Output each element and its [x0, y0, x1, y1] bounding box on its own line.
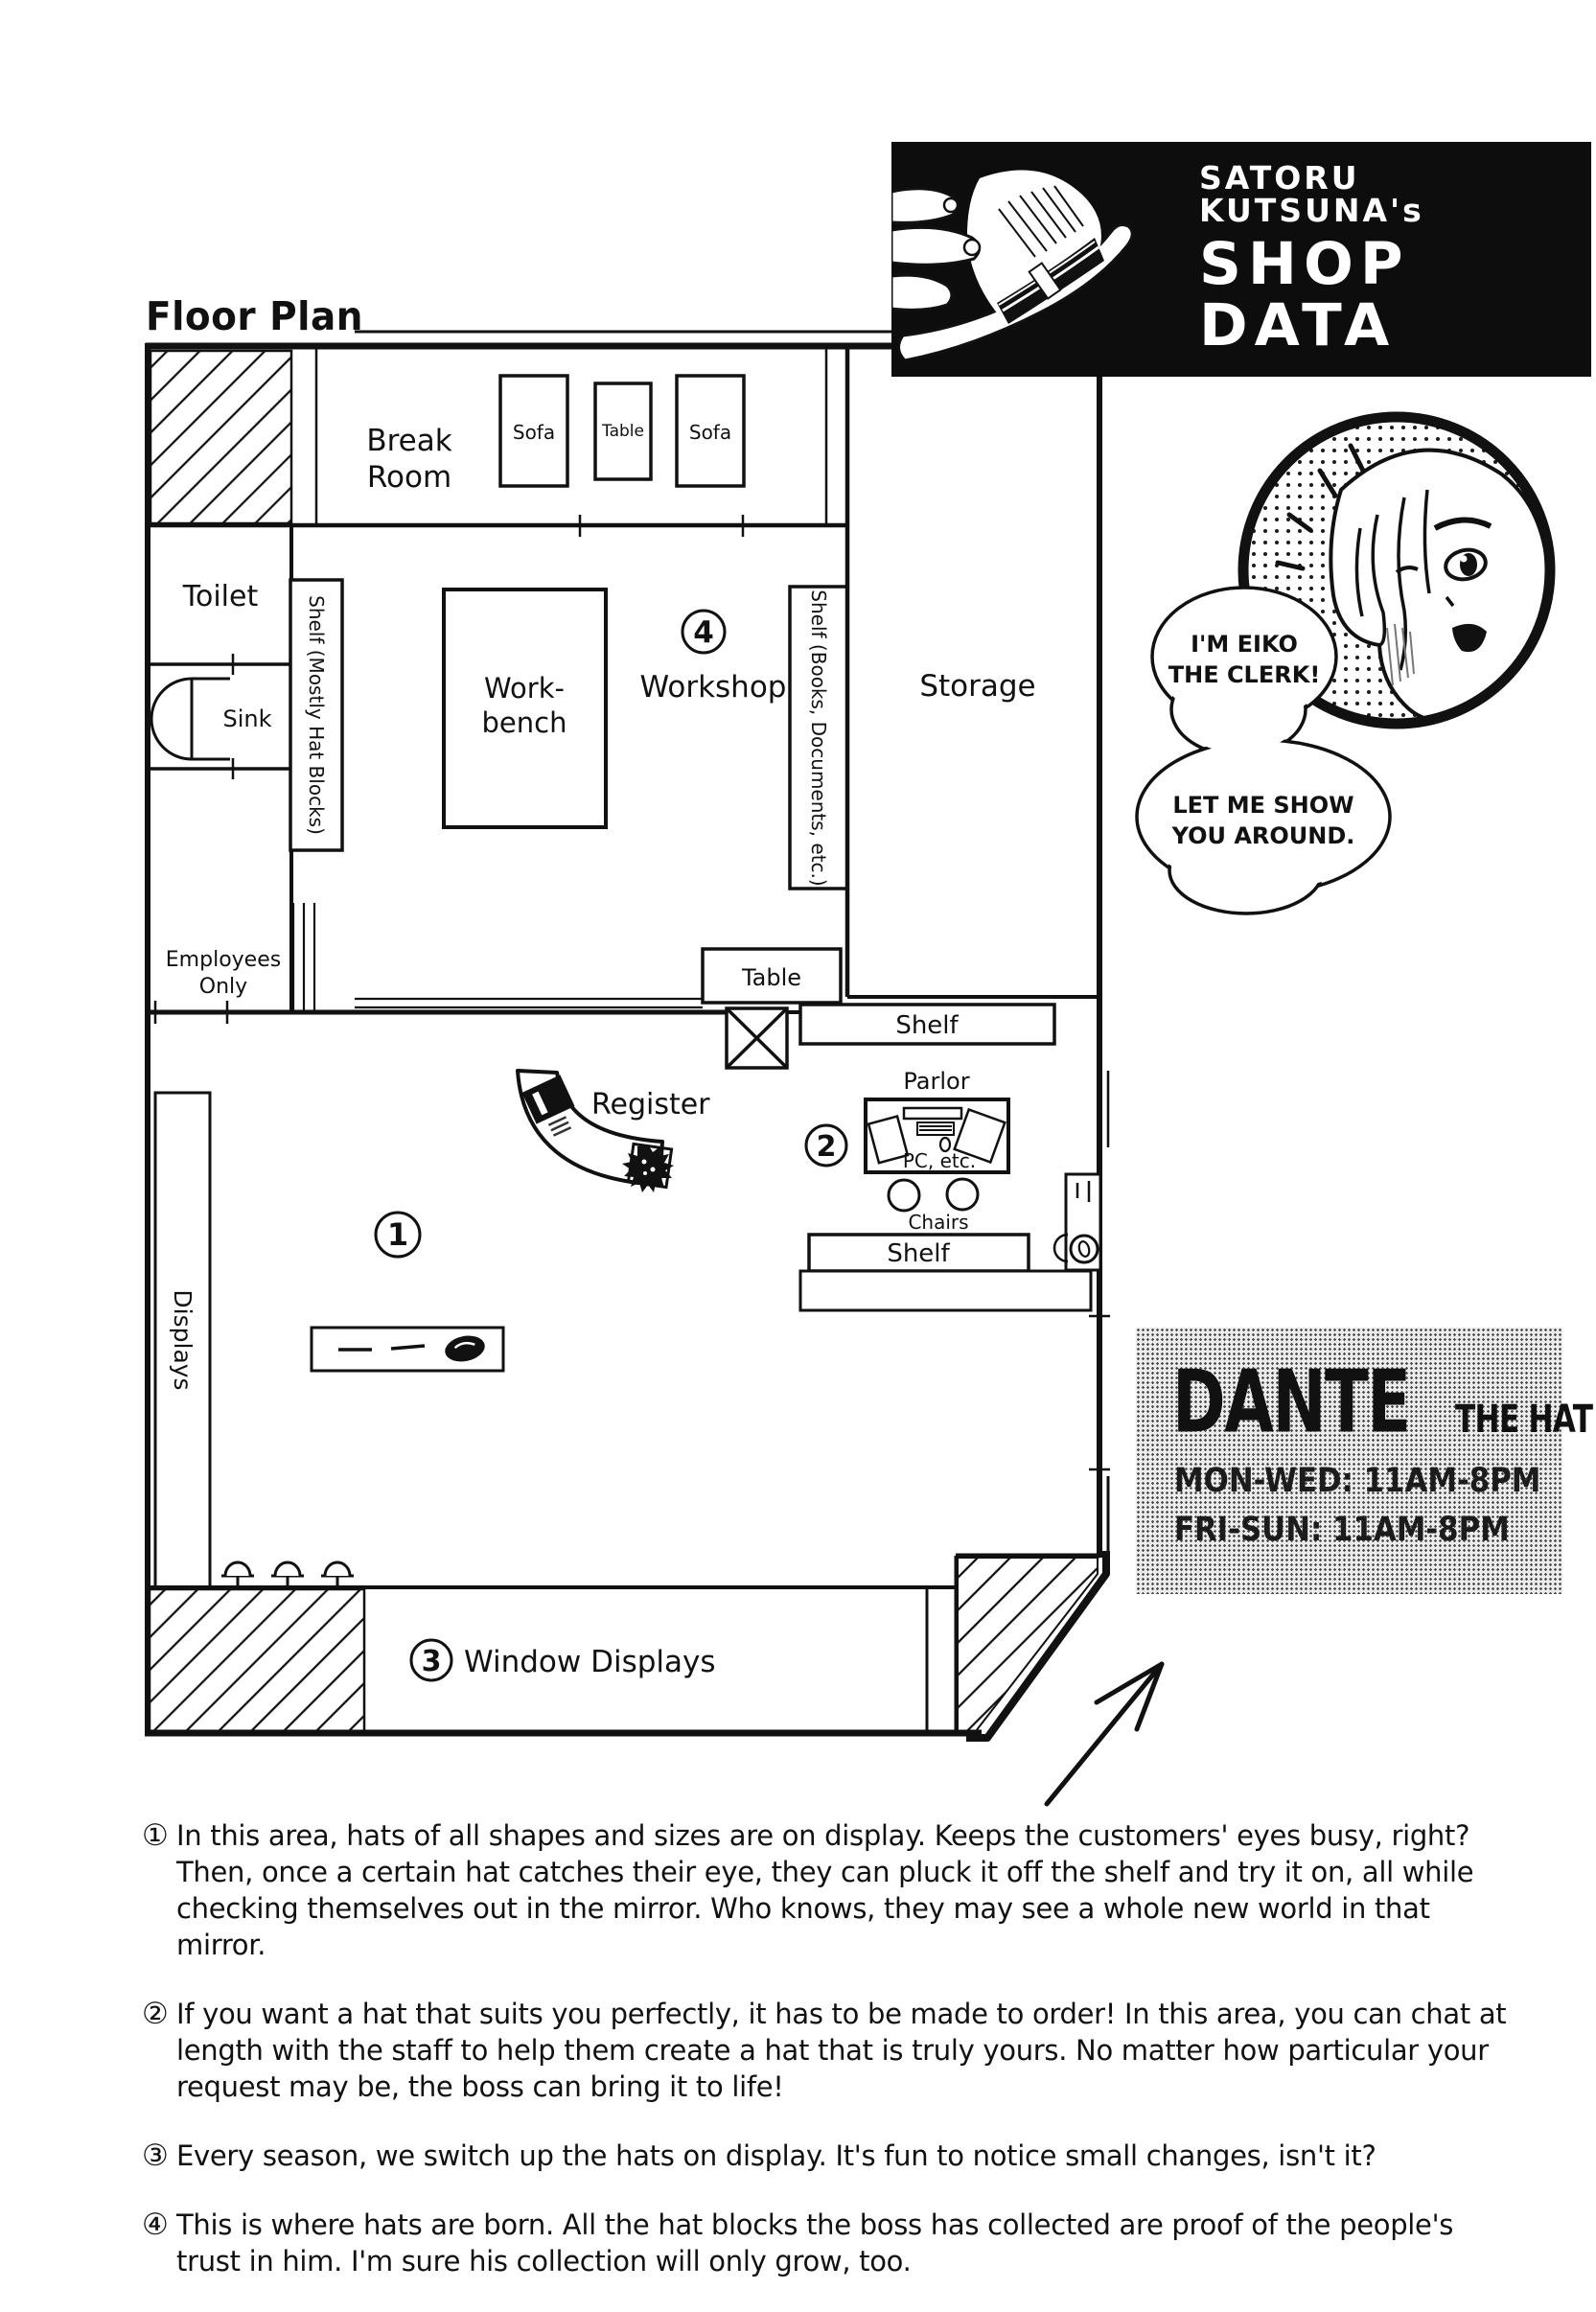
- note-1-text: In this area, hats of all shapes and sizes are on display. Keeps the customers' eyes busy, right? Then, once a certain hat catches their eye, they can pluck it off the shelf and try it on, all while checking themselves out in the mirror. Who knows, they may see a whole new world in that mirror.: [176, 1819, 1474, 1961]
- workshop-area: [290, 580, 847, 889]
- break-room-label: Break: [366, 424, 452, 458]
- shelf-parlor-label: Shelf: [887, 1239, 950, 1268]
- displays-area: [155, 1093, 503, 1587]
- shelf-top-label: Shelf: [895, 1011, 959, 1040]
- note-3: [142, 2138, 1511, 2174]
- storage-label: Storage: [919, 669, 1036, 704]
- bubble1-line1: I'M EIKO: [1191, 631, 1298, 658]
- window-display-band: [150, 1556, 1099, 1733]
- hours-line-1: MON-WED: 11AM-8PM: [1174, 1462, 1541, 1501]
- hat-hand-illustration: [891, 142, 1193, 377]
- bubble2-line1: LET ME SHOW: [1172, 792, 1354, 819]
- shelf-books-label: Shelf (Books, Documents, etc.): [807, 590, 830, 887]
- register-counter: [518, 1071, 710, 1192]
- hat-stands: [221, 1562, 354, 1587]
- hall-divider-furniture: [703, 949, 1054, 1068]
- shelf-hat-blocks-label: Shelf (Mostly Hat Blocks): [305, 595, 328, 835]
- hatched-area-topleft: [150, 351, 291, 523]
- parlor-label: Parlor: [903, 1068, 970, 1095]
- note-2-marker: ②: [142, 1997, 169, 2031]
- note-2: [142, 1996, 1511, 2105]
- pc-etc-label: PC, etc.: [902, 1149, 977, 1172]
- shop-name-suffix: THE HAT: [1455, 1398, 1593, 1442]
- parlor-platform: [800, 1271, 1091, 1310]
- displays-label: Displays: [169, 1289, 197, 1391]
- storage-room: [847, 346, 1099, 997]
- toilet-label: Toilet: [182, 580, 259, 613]
- area-4-number: 4: [693, 615, 714, 650]
- sink-fixture: [151, 679, 230, 759]
- toilet-sink-column: [150, 525, 291, 1012]
- speech-bubbles: [1131, 566, 1419, 920]
- note-3-text: Every season, we switch up the hats on display. It's fun to notice small changes, isn't it?: [176, 2139, 1376, 2172]
- note-2-text: If you want a hat that suits you perfectly, it has to be made to order! In this area, you can chat at length with the staff to help them create a hat that is truly yours. No matter how particular your request may be, the boss can bring it to life!: [176, 1998, 1507, 2103]
- sofa-1-label: Sofa: [512, 421, 556, 444]
- note-4-text: This is where hats are born. All the hat blocks the boss has collected are proof of the people's trust in him. I'm sure his collection will only grow, too.: [176, 2208, 1454, 2277]
- banner-title: SHOP DATA: [1199, 230, 1410, 360]
- note-4: [142, 2207, 1511, 2279]
- hours-line-2: FRI-SUN: 11AM-8PM: [1174, 1511, 1510, 1550]
- note-4-marker: ④: [142, 2208, 169, 2242]
- chairs-label: Chairs: [908, 1211, 969, 1234]
- sink-label: Sink: [222, 705, 272, 732]
- employees-only-label2: Only: [198, 975, 248, 999]
- employees-only-label: Employees: [165, 948, 282, 972]
- bubble1-line2: THE CLERK!: [1168, 661, 1321, 688]
- area-3-number: 3: [421, 1645, 442, 1678]
- floor-plan: [134, 316, 1189, 1812]
- sofa-2-label: Sofa: [688, 421, 732, 444]
- hall-table-label: Table: [741, 964, 802, 991]
- shop-name: DANTE: [1172, 1352, 1410, 1453]
- chair-1: [889, 1180, 919, 1211]
- note-3-marker: ③: [142, 2139, 169, 2173]
- area-1-number: 1: [386, 1216, 409, 1253]
- bubble2-line2: YOU AROUND.: [1171, 822, 1355, 849]
- shop-data-banner: [891, 142, 1591, 377]
- shop-card: [1136, 1328, 1593, 1594]
- note-1-marker: ①: [142, 1818, 169, 1853]
- area-2-number: 2: [816, 1130, 837, 1164]
- hatched-entrance-corner: [958, 1558, 1098, 1731]
- window-displays-label: Window Displays: [464, 1645, 716, 1679]
- break-room-label2: Room: [366, 460, 452, 495]
- page-title: Floor Plan: [146, 293, 363, 339]
- note-1: [142, 1817, 1511, 1963]
- workshop-label: Workshop: [639, 670, 787, 705]
- crossed-box: [727, 1008, 787, 1068]
- entrance-arrow: [1047, 1664, 1162, 1804]
- workbench-label: Work-: [484, 672, 565, 705]
- mirror-stand: [1054, 1174, 1100, 1270]
- notes-section: [142, 1817, 1511, 2312]
- banner-owner: SATORU KUTSUNA's: [1199, 158, 1424, 230]
- parlor-area: [800, 1068, 1091, 1310]
- register-label: Register: [591, 1088, 710, 1121]
- workbench-label2: bench: [481, 706, 567, 739]
- folding-door: [293, 903, 314, 1012]
- break-table-label: Table: [602, 422, 644, 441]
- chair-2: [947, 1179, 978, 1210]
- hatched-area-bottomleft: [150, 1589, 364, 1731]
